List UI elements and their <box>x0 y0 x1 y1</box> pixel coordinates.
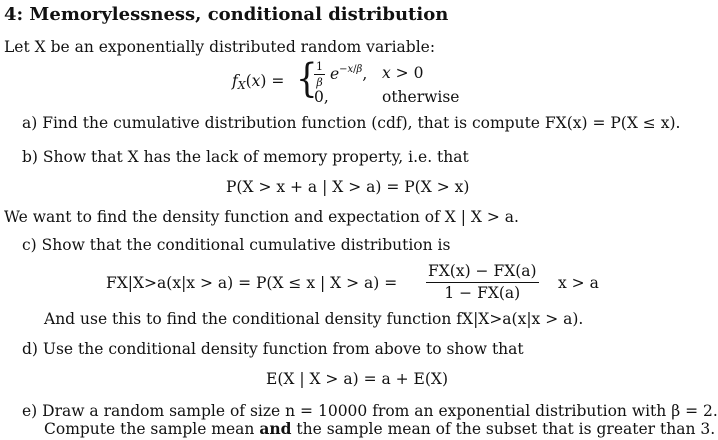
c-eq-denominator: 1 − FX(a) <box>444 283 521 302</box>
c-eq-fraction <box>426 262 539 302</box>
pdf-case-2: 0, <box>314 88 329 106</box>
item-c-follow: And use this to find the conditional density function fX|X>a(x|x > a). <box>44 310 584 328</box>
e2-part-b: the sample mean of the subset that is greater than 3. <box>291 420 716 438</box>
e2-part-a: Compute the sample mean <box>44 420 260 438</box>
pdf-case-1-cond: x > 0 <box>382 64 424 82</box>
intro-text: Let X be an exponentially distributed random variable: <box>4 38 436 56</box>
item-e-line1: e) Draw a random sample of size n = 10000 from an exponential distribution with β = 2. <box>22 402 718 420</box>
c-eq-condition: x > a <box>558 274 599 292</box>
item-e-line2 <box>44 420 715 439</box>
note-text: We want to find the density function and expectation of X | X > a. <box>4 208 519 226</box>
item-c: c) Show that the conditional cumulative distribution is <box>22 236 451 254</box>
e2-and: and <box>259 419 292 438</box>
item-d: d) Use the conditional density function from above to show that <box>22 340 524 358</box>
item-b: b) Show that X has the lack of memory property, i.e. that <box>22 148 469 166</box>
pdf-case-1: $\frac{1}{\beta}$ $e^{-x/\beta}$, <box>316 60 368 90</box>
item-b-equation: P(X > x + a | X > a) = P(X > x) <box>226 178 470 196</box>
c-eq-numerator: FX(x) − FX(a) <box>426 262 539 283</box>
item-a: a) Find the cumulative distribution function (cdf), that is compute FX(x) = P(X ≤ x). <box>22 114 681 132</box>
left-brace: { <box>296 56 318 102</box>
pdf-lhs: $f_X(x)$ = <box>232 72 285 92</box>
problem-heading: 4: Memorylessness, conditional distribution <box>4 4 449 25</box>
c-eq-lhs: FX|X>a(x|x > a) = P(X ≤ x | X > a) = <box>106 274 398 292</box>
item-d-equation: E(X | X > a) = a + E(X) <box>266 370 449 388</box>
pdf-case-2-cond: otherwise <box>382 88 460 106</box>
